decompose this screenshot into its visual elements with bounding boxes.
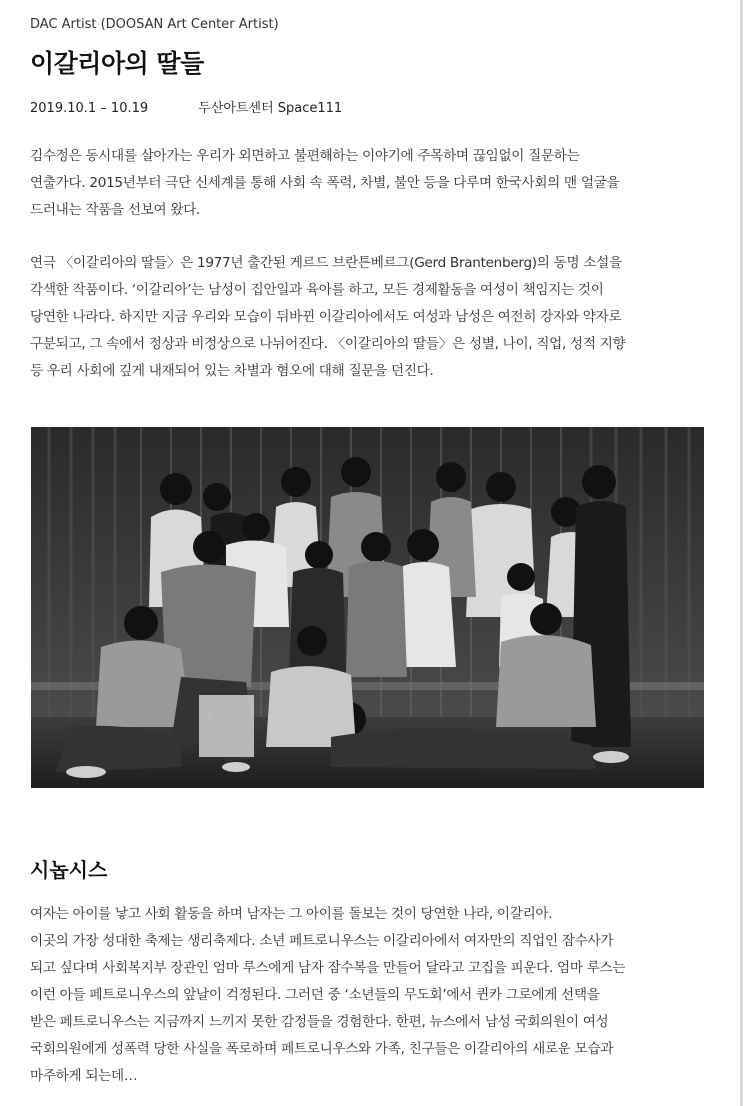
text-line: 마주하게 되는데… <box>30 1068 138 1084</box>
text-line: 드러내는 작품을 선보여 왔다. <box>30 202 201 218</box>
event-meta <box>30 97 342 116</box>
synopsis-text <box>30 901 710 1090</box>
director-intro <box>30 143 710 224</box>
text-line: 여자는 아이를 낳고 사회 활동을 하며 남자는 그 아이를 돌보는 것이 당연한 나라, 이갈리아. <box>30 906 553 922</box>
text-line: 받은 페트로니우스는 지금까지 느끼지 못한 감정들을 경험한다. 한편, 뉴스에서 남성 국회의원이 여성 <box>30 1014 609 1030</box>
page-title: 이갈리아의 딸들 <box>30 49 204 78</box>
artist-program-label: DAC Artist (DOOSAN Art Center Artist) <box>30 17 279 32</box>
text-line: 연출가다. 2015년부터 극단 신세계를 통해 사회 속 폭력, 차별, 불안 등을 다루며 한국사회의 맨 얼굴을 <box>30 175 620 191</box>
synopsis-heading: 시놉시스 <box>30 858 108 882</box>
text-line: 국회의원에게 성폭력 당한 사실을 폭로하며 페트로니우스와 가족, 친구들은 이갈리아의 새로운 모습과 <box>30 1041 614 1057</box>
text-line: 연극 〈이갈리아의 딸들〉은 1977년 출간된 게르드 브란튼베르그(Gerd Brantenberg)의 동명 소설을 <box>30 255 622 271</box>
text-line: 각색한 작품이다. ‘이갈리아’는 남성이 집안일과 육아를 하고, 모든 경제활동을 여성이 책임지는 것이 <box>30 282 604 298</box>
play-description <box>30 250 710 385</box>
text-line: 되고 싶다며 사회복지부 장관인 엄마 루스에게 남자 잠수복을 만들어 달라고 고집을 피운다. 엄마 루스는 <box>30 960 626 976</box>
text-line: 구분되고, 그 속에서 정상과 비정상으로 나뉘어진다. 〈이갈리아의 딸들〉은 성별, 나이, 직업, 성적 지향 <box>30 336 626 352</box>
text-line: 당연한 나라다. 하지만 지금 우리와 모습이 뒤바뀐 이갈리아에서도 여성과 남성은 여전히 강자와 약자로 <box>30 309 622 325</box>
text-line: 등 우리 사회에 깊게 내재되어 있는 차별과 혐오에 대해 질문을 던진다. <box>30 363 434 379</box>
cast-group-photo <box>31 427 704 788</box>
event-period: 2019.10.1 – 10.19 <box>30 101 149 116</box>
text-line: 김수정은 동시대를 살아가는 우리가 외면하고 불편해하는 이야기에 주목하며 끊임없이 질문하는 <box>30 148 580 164</box>
event-venue: 두산아트센터 Space111 <box>198 101 343 116</box>
photo-illustration <box>31 427 704 788</box>
text-line: 이곳의 가장 성대한 축제는 생리축제다. 소년 페트로니우스는 이갈리아에서 여자만의 직업인 잠수사가 <box>30 933 614 949</box>
text-line: 이런 아들 페트로니우스의 앞날이 걱정된다. 그러던 중 ‘소년들의 무도회’에서 퀸카 그로에게 선택을 <box>30 987 600 1003</box>
